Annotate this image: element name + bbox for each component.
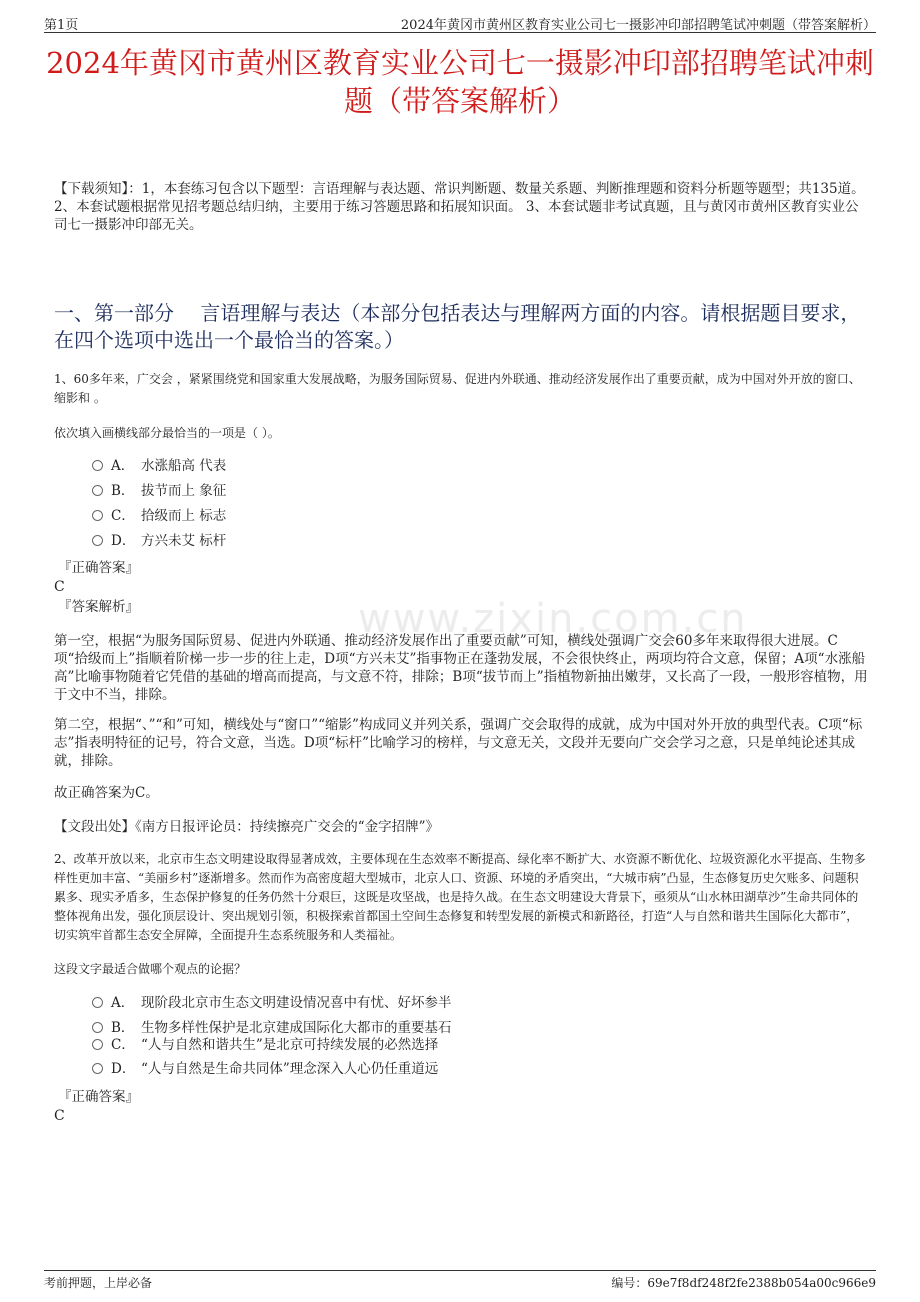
page-header xyxy=(44,12,876,33)
question-1-option-c[interactable]: C． 拾级而上 标志 xyxy=(92,506,226,526)
question-2-option-b[interactable]: B． 生物多样性保护是北京建成国际化大都市的重要基石 xyxy=(92,1018,452,1038)
page-footer xyxy=(44,1270,876,1289)
question-2-answer-label: 『正确答案』 xyxy=(58,1089,139,1105)
question-1-analysis-label: 『答案解析』 xyxy=(58,599,139,615)
radio-icon[interactable] xyxy=(92,1022,103,1033)
document-title: 2024年黄冈市黄州区教育实业公司七一摄影冲印部招聘笔试冲刺题（带答案解析） xyxy=(46,46,874,118)
radio-icon[interactable] xyxy=(92,460,103,471)
question-1-answer-label: 『正确答案』 xyxy=(58,560,139,576)
question-2-option-c[interactable]: C． “人与自然和谐共生”是北京可持续发展的必然选择 xyxy=(92,1035,438,1055)
question-1-conclusion: 故正确答案为C。 xyxy=(54,785,159,801)
radio-icon[interactable] xyxy=(92,535,103,546)
question-2-prompt: 这段文字最适合做哪个观点的论据？ xyxy=(54,962,247,976)
question-2-answer: C xyxy=(54,1108,65,1124)
watermark: www.zixin.com.cn xyxy=(358,596,748,642)
question-1-stem: 1、60多年来，广交会 ，紧紧围绕党和国家重大发展战略，为服务国际贸易、促进内外联通、推动经济发展作出了重要贡献，成为中国对外开放的窗口、缩影和 。 xyxy=(54,372,861,405)
download-notice: 【下载须知】：1，本套练习包含以下题型：言语理解与表达题、常识判断题、数量关系题、判断推理题和资料分析题等题型；共135道。 2、本套试题根据常见招考题总结归纳，主要用于练习答题思路和拓展知识面。 3、本套试题非考试真题，且与黄冈市黄州区教育实业公司七一摄影冲印部无关。 xyxy=(54,181,865,233)
question-1-option-a[interactable]: A． 水涨船高 代表 xyxy=(92,456,226,476)
radio-icon[interactable] xyxy=(92,510,103,521)
radio-icon[interactable] xyxy=(92,1039,103,1050)
radio-icon[interactable] xyxy=(92,997,103,1008)
page-number: 第1页 xyxy=(44,18,79,33)
radio-icon[interactable] xyxy=(92,485,103,496)
question-1-answer: C xyxy=(54,579,65,595)
footer-doc-id: 编号：69e7f8df248f2fe2388b054a00c966e9 xyxy=(611,1276,876,1290)
section-title: 一、第一部分 言语理解与表达（本部分包括表达与理解两方面的内容。请根据题目要求，在四个选项中选出一个最恰当的答案。） xyxy=(54,301,861,352)
question-2-option-a[interactable]: A． 现阶段北京市生态文明建设情况喜中有忧、好坏参半 xyxy=(92,993,452,1013)
question-1-option-d[interactable]: D． 方兴未艾 标杆 xyxy=(92,531,226,551)
question-1-source: 【文段出处】《南方日报评论员：持续擦亮广交会的“金字招牌”》 xyxy=(54,819,440,835)
question-1-option-b[interactable]: B． 拔节而上 象征 xyxy=(92,481,226,501)
question-1-analysis-paragraph: 第二空，根据“、”“和”可知，横线处与“窗口”“缩影”构成同义并列关系，强调广交会取得的成就，成为中国对外开放的典型代表。C项“标志”指表明特征的记号，符合文意，当选。D项“标杆”比喻学习的榜样，与文意无关，文段并无要向广交会学习之意，只是单纯论述其成就，排除。 xyxy=(54,717,863,769)
radio-icon[interactable] xyxy=(92,1063,103,1074)
question-1-prompt: 依次填入画横线部分最恰当的一项是（ ）。 xyxy=(54,426,280,440)
header-doc-title: 2024年黄冈市黄州区教育实业公司七一摄影冲印部招聘笔试冲刺题（带答案解析） xyxy=(400,18,876,33)
footer-slogan: 考前押题，上岸必备 xyxy=(44,1276,153,1290)
question-2-stem: 2、改革开放以来，北京市生态文明建设取得显著成效，主要体现在生态效率不断提高、绿化率不断扩大、水资源不断优化、垃圾资源化水平提高、生物多样性更加丰富、“美丽乡村”逐渐增多。然而作为高密度超大型城市，北京人口、资源、环境的矛盾突出，“大城市病”凸显，生态修复历史欠账多、问题积累多、现实矛盾多，生态保护修复的任务仍然十分艰巨，这既是攻坚战，也是持久战。在生态文明建设大背景下，亟须从“山水林田湖草沙”生命共同体的整体视角出发，强化顶层设计、突出规划引领，积极探索首都国土空间生态修复和转型发展的新模式和新路径，打造“人与自然和谐共生国际化大都市”，切实筑牢首都生态安全屏障，全面提升生态系统服务和人类福祉。 xyxy=(54,852,866,942)
question-2-option-d[interactable]: D． “人与自然是生命共同体”理念深入人心仍任重道远 xyxy=(92,1059,438,1079)
question-1-analysis-paragraph: 第一空，根据“为服务国际贸易、促进内外联通、推动经济发展作出了重要贡献”可知，横线处强调广交会60多年来取得很大进展。C项“拾级而上”指顺着阶梯一步一步的往上走，D项“方兴未艾”指事物正在蓬勃发展，不会很快终止，两项均符合文意，保留；A项“水涨船高”比喻事物随着它凭借的基础的增高而提高，与文意不符，排除；B项“拔节而上”指植物新抽出嫩芽，又长高了一段，一般形容植物，用于文中不当，排除。 xyxy=(54,633,868,703)
